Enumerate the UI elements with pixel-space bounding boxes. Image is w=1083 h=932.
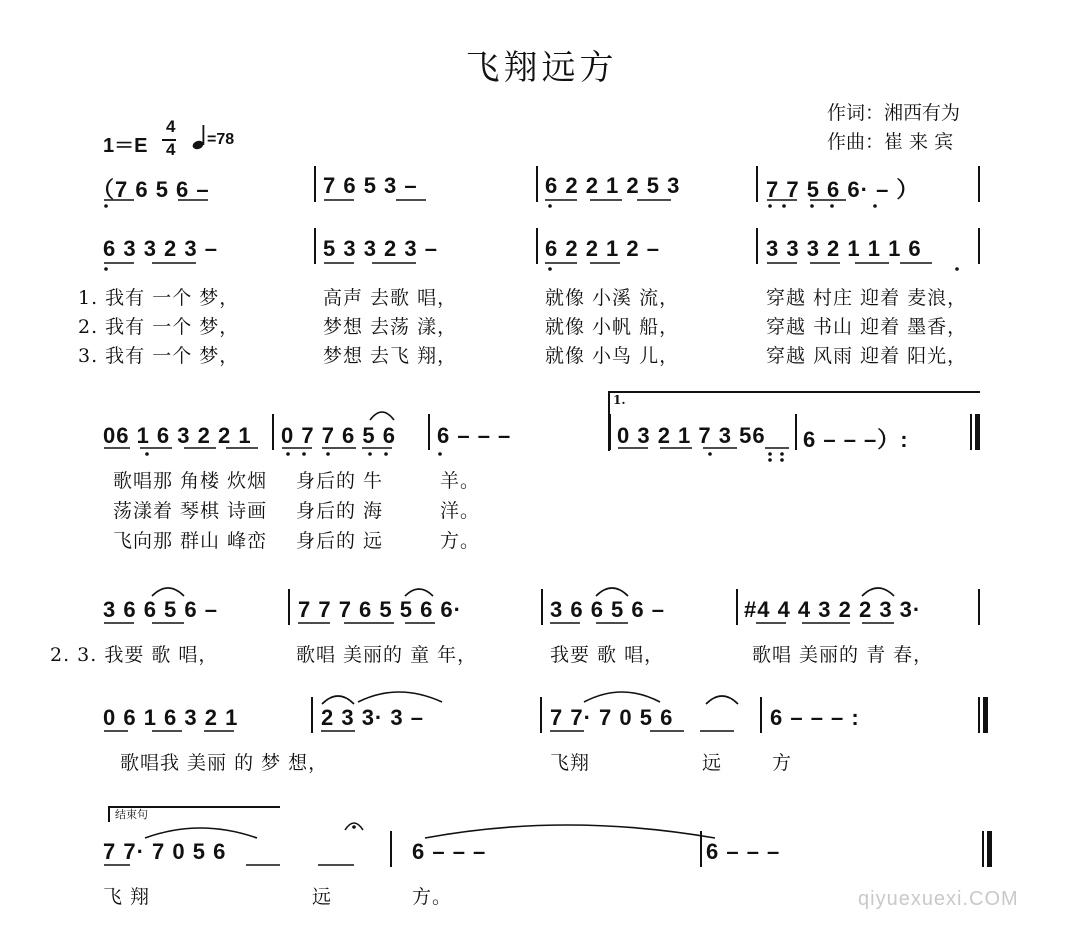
- slur: [706, 696, 738, 704]
- slur: [370, 412, 394, 420]
- measure-r4-3: 3 6 6 5 6 –: [550, 597, 665, 622]
- lyric-v1-4: 穿越 村庄 迎着 麦浪，: [766, 287, 968, 309]
- lyric-r5-1: 歌唱我 美丽 的 梦 想，: [120, 752, 329, 774]
- lyric-r5-3: 远: [702, 752, 723, 774]
- time-signature-top: 4: [166, 117, 176, 136]
- measure-r4-1: 3 6 6 5 6 –: [103, 597, 218, 622]
- slur: [322, 696, 354, 704]
- lyric-r3c-2: 身后的 远: [296, 530, 384, 552]
- lyric-v2-1: 2. 我有 一个 梦，: [78, 316, 240, 338]
- slur: [425, 825, 715, 838]
- measure-r5-2: 2 3 3· 3 –: [321, 705, 424, 730]
- lyric-r4-4: 歌唱 美丽的 青 春，: [752, 644, 934, 666]
- measure-r3-2: 0 7 7 6 5 6: [281, 423, 396, 448]
- key-signature: 1＝E: [103, 135, 148, 157]
- lyric-r3a-2: 身后的 牛: [296, 470, 384, 492]
- slur: [358, 692, 442, 702]
- lyric-r6-1: 飞 翔: [103, 886, 151, 908]
- tempo-marking: =78: [207, 131, 235, 148]
- composer-credit: 作曲：崔 来 宾: [827, 131, 954, 153]
- lyric-r3a-3: 羊。: [440, 470, 481, 492]
- lyric-r4-2: 歌唱 美丽的 童 年，: [296, 644, 478, 666]
- measure-r4-4: #4 4 4 3 2 2 3 3·: [744, 597, 922, 622]
- measure-r2-4: 3 3 3 2 1 1 1 6: [766, 236, 922, 261]
- lyric-r5-2: 飞翔: [550, 752, 591, 774]
- measure-r2-1: 6 3 3 2 3 –: [103, 236, 218, 261]
- slur: [596, 588, 628, 596]
- lyric-r3b-3: 洋。: [440, 500, 481, 522]
- lyric-v2-4: 穿越 书山 迎着 墨香，: [766, 316, 968, 338]
- lyric-v1-2: 高声 去歌 唱，: [323, 287, 458, 309]
- measure-r5-4: 6 – – – :: [770, 705, 860, 730]
- lyric-v3-4: 穿越 风雨 迎着 阳光，: [766, 345, 968, 367]
- lyric-r3b-2: 身后的 海: [296, 500, 384, 522]
- measure-r3-3: 6 – – –: [437, 423, 512, 448]
- lyric-r3c-3: 方。: [440, 530, 481, 552]
- watermark-text: qiyuexuexi.COM: [858, 888, 1019, 910]
- measure-r2-3: 6 2 2 1 2 –: [545, 236, 660, 261]
- lyric-r4-1: 2. 3. 我要 歌 唱，: [50, 644, 219, 666]
- lyric-r5-4: 方: [772, 752, 793, 774]
- measure-r5-3: 7 7· 7 0 5 6: [550, 705, 674, 730]
- lyric-r6-3: 方。: [412, 886, 453, 908]
- measure-r1-4: 7 7 5 6 6· – ）: [766, 177, 920, 202]
- lyric-v3-3: 就像 小鸟 儿，: [545, 345, 680, 367]
- measure-r3-4: 0 3 2 1 7 3 56: [617, 423, 766, 448]
- lyricist-credit: 作词：湘西有为: [827, 102, 961, 124]
- measure-r3-1: 06 1 6 3 2 2 1: [103, 423, 252, 448]
- lyric-v3-1: 3. 我有 一个 梦，: [78, 345, 240, 367]
- lyric-r3a-1: 歌唱那 角楼 炊烟: [113, 470, 268, 492]
- lyric-v3-2: 梦想 去飞 翔，: [323, 345, 458, 367]
- measure-r5-1: 0 6 1 6 3 2 1: [103, 705, 239, 730]
- lyric-r3c-1: 飞向那 群山 峰峦: [113, 530, 268, 552]
- volta-first-label: 1.: [613, 393, 626, 407]
- measure-r6-2: 6 – – –: [412, 839, 487, 864]
- slur: [152, 588, 184, 596]
- slur: [862, 588, 894, 596]
- ending-label: 结束句: [115, 808, 148, 821]
- slur: [145, 828, 257, 838]
- measure-r6-3: 6 – – –: [706, 839, 781, 864]
- measure-r1-3: 6 2 2 1 2 5 3: [545, 173, 681, 198]
- lyric-v1-3: 就像 小溪 流，: [545, 287, 680, 309]
- score-title: 飞翔远方: [465, 48, 618, 88]
- measure-r4-2: 7 7 7 6 5 5 6 6·: [298, 597, 462, 622]
- lyric-r4-3: 我要 歌 唱，: [550, 644, 665, 666]
- slur: [584, 692, 660, 702]
- measure-r6-1: 7 7· 7 0 5 6: [103, 839, 227, 864]
- lyric-v1-1: 1. 我有 一个 梦，: [78, 287, 240, 309]
- lyric-r3b-1: 荡漾着 琴棋 诗画: [113, 500, 268, 522]
- measure-r2-2: 5 3 3 2 3 –: [323, 236, 438, 261]
- slur: [405, 589, 433, 596]
- lyric-v2-3: 就像 小帆 船，: [545, 316, 680, 338]
- lyric-v2-2: 梦想 去荡 漾，: [323, 316, 458, 338]
- measure-r3-5: 6 – – –）:: [803, 427, 909, 452]
- lyric-r6-2: 远: [312, 886, 333, 908]
- time-signature-bottom: 4: [166, 140, 176, 159]
- measure-r1-1: （7 6 5 6 –: [92, 177, 210, 202]
- measure-r1-2: 7 6 5 3 –: [323, 173, 418, 198]
